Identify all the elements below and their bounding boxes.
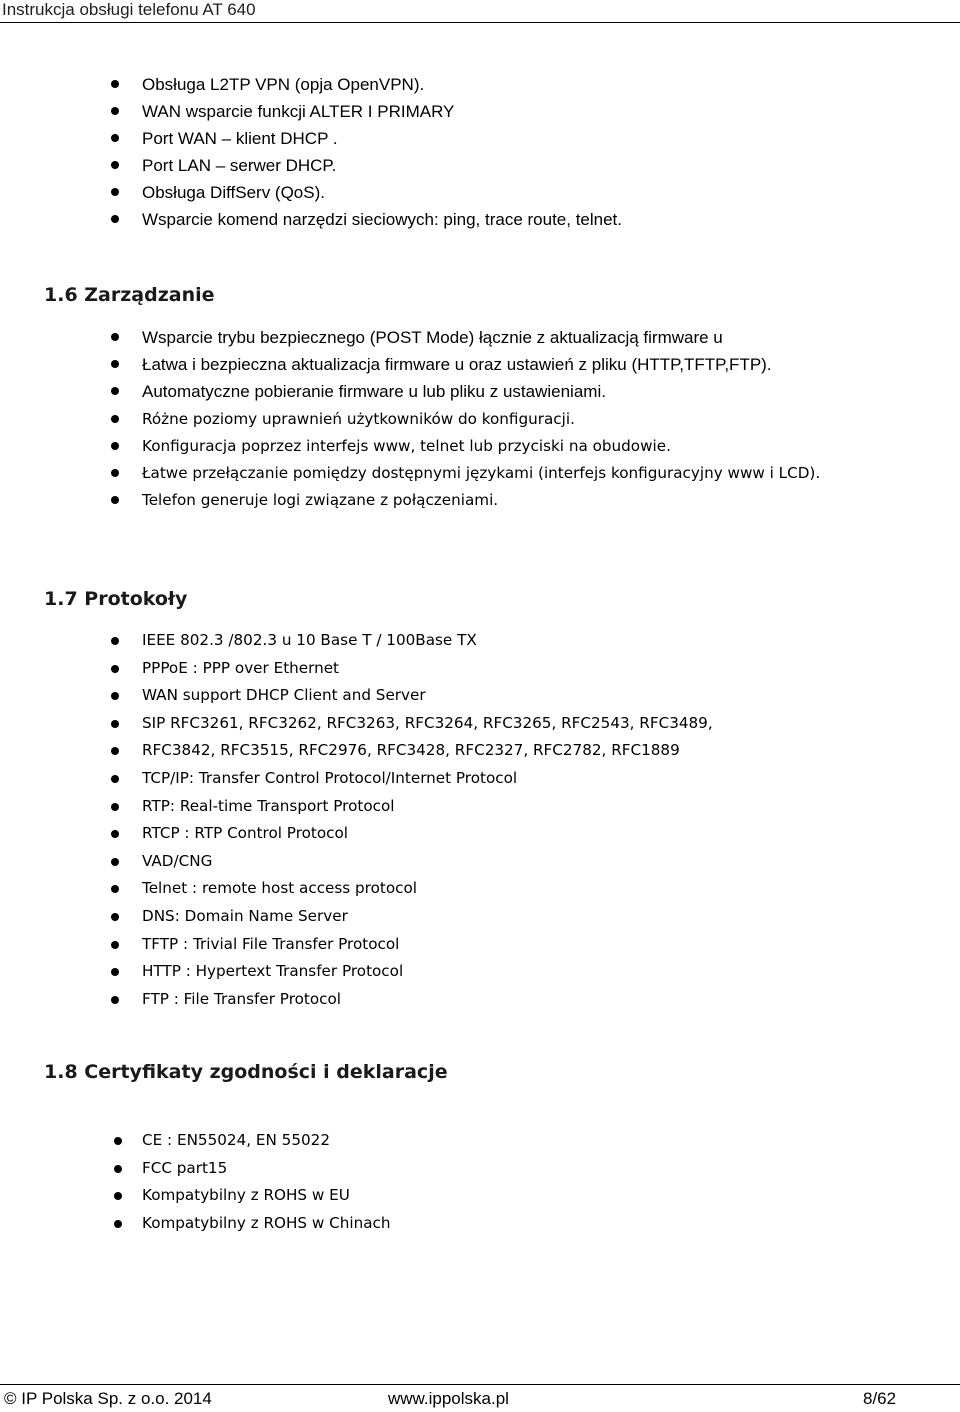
list-item: Konfiguracja poprzez interfejs www, telnet lub przyciski na obudowie. (142, 433, 820, 460)
bullet-icon (111, 442, 119, 450)
header-divider (0, 22, 960, 23)
page-header (0, 0, 960, 24)
bullet-icon (111, 996, 119, 1004)
list-item: FCC part15 (142, 1155, 391, 1183)
bullet-icon (111, 885, 119, 893)
list-item: Obsługa L2TP VPN (opja OpenVPN). (142, 71, 622, 98)
list-item: Telnet : remote host access protocol (142, 875, 713, 903)
certificates-list (142, 1127, 391, 1237)
bullet-icon (111, 941, 119, 949)
bullet-icon (111, 107, 119, 115)
features-list (142, 71, 622, 233)
bullet-icon (111, 415, 119, 423)
list-item: CE : EN55024, EN 55022 (142, 1127, 391, 1155)
list-item: WAN wsparcie funkcji ALTER I PRIMARY (142, 98, 622, 125)
bullet-icon (111, 830, 119, 838)
bullet-icon (114, 1220, 122, 1228)
list-item: TCP/IP: Transfer Control Protocol/Internet Protocol (142, 765, 713, 793)
bullet-icon (111, 496, 119, 504)
bullet-icon (111, 637, 119, 645)
list-item: DNS: Domain Name Server (142, 903, 713, 931)
list-item: VAD/CNG (142, 848, 713, 876)
document-title: Instrukcja obsługi telefonu AT 640 (2, 0, 256, 19)
bullet-icon (111, 720, 119, 728)
bullet-icon (111, 775, 119, 783)
list-item: TFTP : Trivial File Transfer Protocol (142, 931, 713, 959)
list-item: Obsługa DiffServ (QoS). (142, 179, 622, 206)
list-item: Port LAN – serwer DHCP. (142, 152, 622, 179)
protocols-list (142, 627, 713, 1013)
bullet-icon (111, 387, 119, 395)
bullet-icon (111, 333, 119, 341)
list-item: Łatwe przełączanie pomiędzy dostępnymi językami (interfejs konfiguracyjny www i LCD). (142, 460, 820, 487)
bullet-icon (114, 1165, 122, 1173)
list-item: PPPoE : PPP over Ethernet (142, 655, 713, 683)
bullet-icon (114, 1137, 122, 1145)
footer-page-number: 8/62 (863, 1389, 897, 1408)
list-item: RTCP : RTP Control Protocol (142, 820, 713, 848)
list-item: RFC3842, RFC3515, RFC2976, RFC3428, RFC2327, RFC2782, RFC1889 (142, 737, 713, 765)
list-item: Telefon generuje logi związane z połączeniami. (142, 487, 820, 514)
footer-website-link[interactable]: www.ippolska.pl (388, 1389, 509, 1408)
bullet-icon (111, 913, 119, 921)
bullet-icon (111, 747, 119, 755)
list-item: Automatyczne pobieranie firmware u lub pliku z ustawieniami. (142, 378, 772, 405)
bullet-icon (111, 665, 119, 673)
bullet-icon (111, 360, 119, 368)
list-item: Różne poziomy uprawnień użytkowników do konfiguracji. (142, 406, 820, 433)
list-item: SIP RFC3261, RFC3262, RFC3263, RFC3264, RFC3265, RFC2543, RFC3489, (142, 710, 713, 738)
list-item: Wsparcie trybu bezpiecznego (POST Mode) łącznie z aktualizacją firmware u (142, 324, 772, 351)
list-item: RTP: Real-time Transport Protocol (142, 793, 713, 821)
list-item: WAN support DHCP Client and Server (142, 682, 713, 710)
list-item: Wsparcie komend narzędzi sieciowych: ping, trace route, telnet. (142, 206, 622, 233)
management-list (142, 324, 772, 405)
bullet-icon (111, 134, 119, 142)
bullet-icon (111, 80, 119, 88)
bullet-icon (111, 803, 119, 811)
list-item: IEEE 802.3 /802.3 u 10 Base T / 100Base TX (142, 627, 713, 655)
bullet-icon (111, 215, 119, 223)
bullet-icon (111, 692, 119, 700)
list-item: Kompatybilny z ROHS w Chinach (142, 1210, 391, 1238)
list-item: Port WAN – klient DHCP . (142, 125, 622, 152)
section-heading-1-7: 1.7 Protokoły (44, 588, 188, 610)
bullet-icon (111, 188, 119, 196)
bullet-icon (114, 1192, 122, 1200)
section-heading-1-6: 1.6 Zarządzanie (44, 284, 215, 306)
bullet-icon (111, 161, 119, 169)
footer-copyright: © IP Polska Sp. z o.o. 2014 (4, 1389, 212, 1408)
list-item: HTTP : Hypertext Transfer Protocol (142, 958, 713, 986)
bullet-icon (111, 968, 119, 976)
management-list-continued (142, 406, 820, 514)
bullet-icon (111, 858, 119, 866)
list-item: Łatwa i bezpieczna aktualizacja firmware u oraz ustawień z pliku (HTTP,TFTP,FTP). (142, 351, 772, 378)
section-heading-1-8: 1.8 Certyfikaty zgodności i deklaracje (44, 1061, 448, 1083)
list-item: FTP : File Transfer Protocol (142, 986, 713, 1014)
footer-divider (0, 1384, 960, 1385)
bullet-icon (111, 469, 119, 477)
list-item: Kompatybilny z ROHS w EU (142, 1182, 391, 1210)
